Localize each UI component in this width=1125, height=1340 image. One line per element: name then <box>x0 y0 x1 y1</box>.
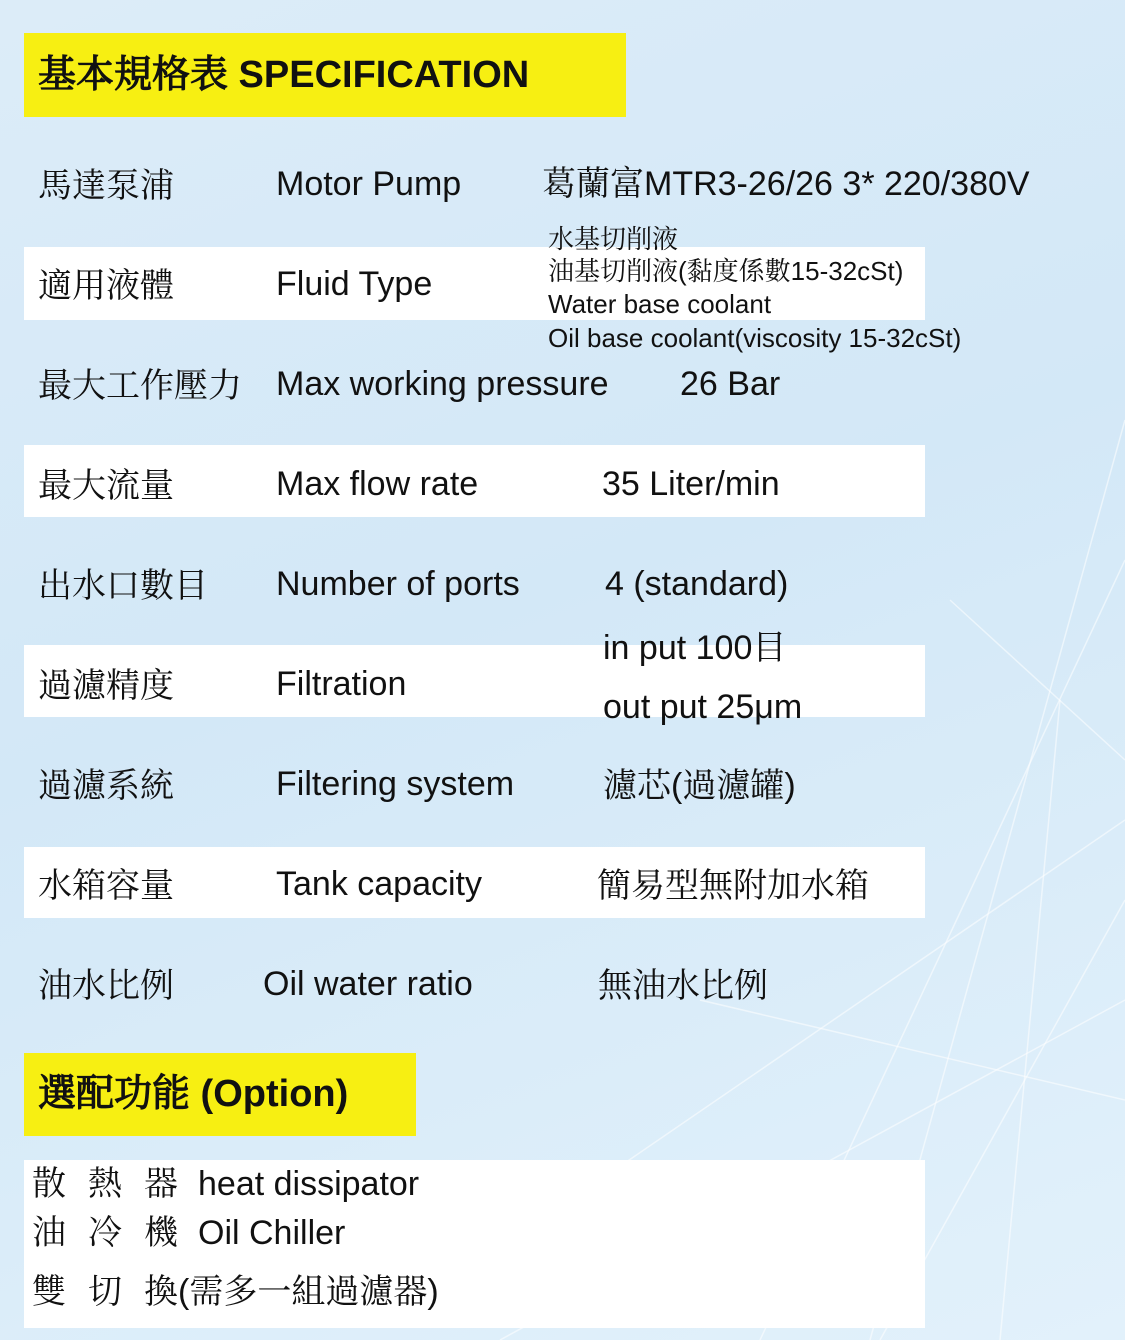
option-text: (需多一組過濾器) <box>178 1273 439 1311</box>
option-text: Oil Chiller <box>198 1214 346 1252</box>
spec-value-line: 油基切削液(黏度係數15-32cSt) <box>548 256 904 286</box>
spec-label-en: Number of ports <box>276 565 520 603</box>
spec-label-en: Max flow rate <box>276 465 479 503</box>
spec-value-line: 水基切削液 <box>548 224 679 254</box>
option-char: 雙 <box>32 1273 66 1311</box>
option-char: 換 <box>144 1273 178 1311</box>
spec-value: 26 Bar <box>680 365 781 403</box>
option-heading: 選配功能 (Option) <box>24 1053 416 1136</box>
list-item <box>32 1272 439 1312</box>
spec-label-zh: 適用液體 <box>38 267 174 305</box>
spec-value: 4 (standard) <box>605 565 789 603</box>
spec-label-en: Max working pressure <box>276 365 609 403</box>
specification-heading: 基本規格表 SPECIFICATION <box>24 33 626 117</box>
list-item <box>32 1213 345 1253</box>
spec-value: 濾芯(過濾罐) <box>603 767 796 805</box>
spec-label-zh: 馬達泵浦 <box>38 167 174 205</box>
spec-label-zh: 水箱容量 <box>38 867 174 905</box>
option-char: 冷 <box>88 1214 122 1252</box>
spec-label-zh: 最大流量 <box>38 467 174 505</box>
option-char: 散 <box>32 1165 66 1203</box>
spec-value: 簡易型無附加水箱 <box>597 867 869 905</box>
option-text: heat dissipator <box>198 1165 420 1203</box>
spec-label-en: Filtering system <box>276 765 515 803</box>
spec-label-zh: 出水口數目 <box>38 567 208 605</box>
spec-label-en: Fluid Type <box>276 265 433 303</box>
spec-value-line: out put 25μm <box>603 688 803 726</box>
spec-label-zh: 最大工作壓力 <box>38 367 242 405</box>
spec-label-en: Oil water ratio <box>263 965 473 1003</box>
option-char: 切 <box>88 1273 122 1311</box>
option-char: 油 <box>32 1214 66 1252</box>
spec-label-zh: 過濾系統 <box>38 767 174 805</box>
spec-value-line: Oil base coolant(viscosity 15-32cSt) <box>548 323 962 353</box>
option-char: 熱 <box>88 1165 122 1203</box>
option-char: 機 <box>144 1214 178 1252</box>
spec-label-zh: 油水比例 <box>38 967 174 1005</box>
spec-value-line: in put 100目 <box>603 629 787 667</box>
spec-label-en: Tank capacity <box>276 865 482 903</box>
option-char: 器 <box>144 1165 178 1203</box>
spec-label-en: Motor Pump <box>276 165 462 203</box>
spec-value: 35 Liter/min <box>602 465 780 503</box>
spec-value: 無油水比例 <box>598 967 768 1005</box>
list-item <box>32 1164 419 1204</box>
spec-value-line: Water base coolant <box>548 289 772 319</box>
spec-value: 葛蘭富MTR3-26/26 3* 220/380V <box>542 165 1030 203</box>
spec-label-en: Filtration <box>276 665 407 703</box>
spec-label-zh: 過濾精度 <box>38 667 174 705</box>
